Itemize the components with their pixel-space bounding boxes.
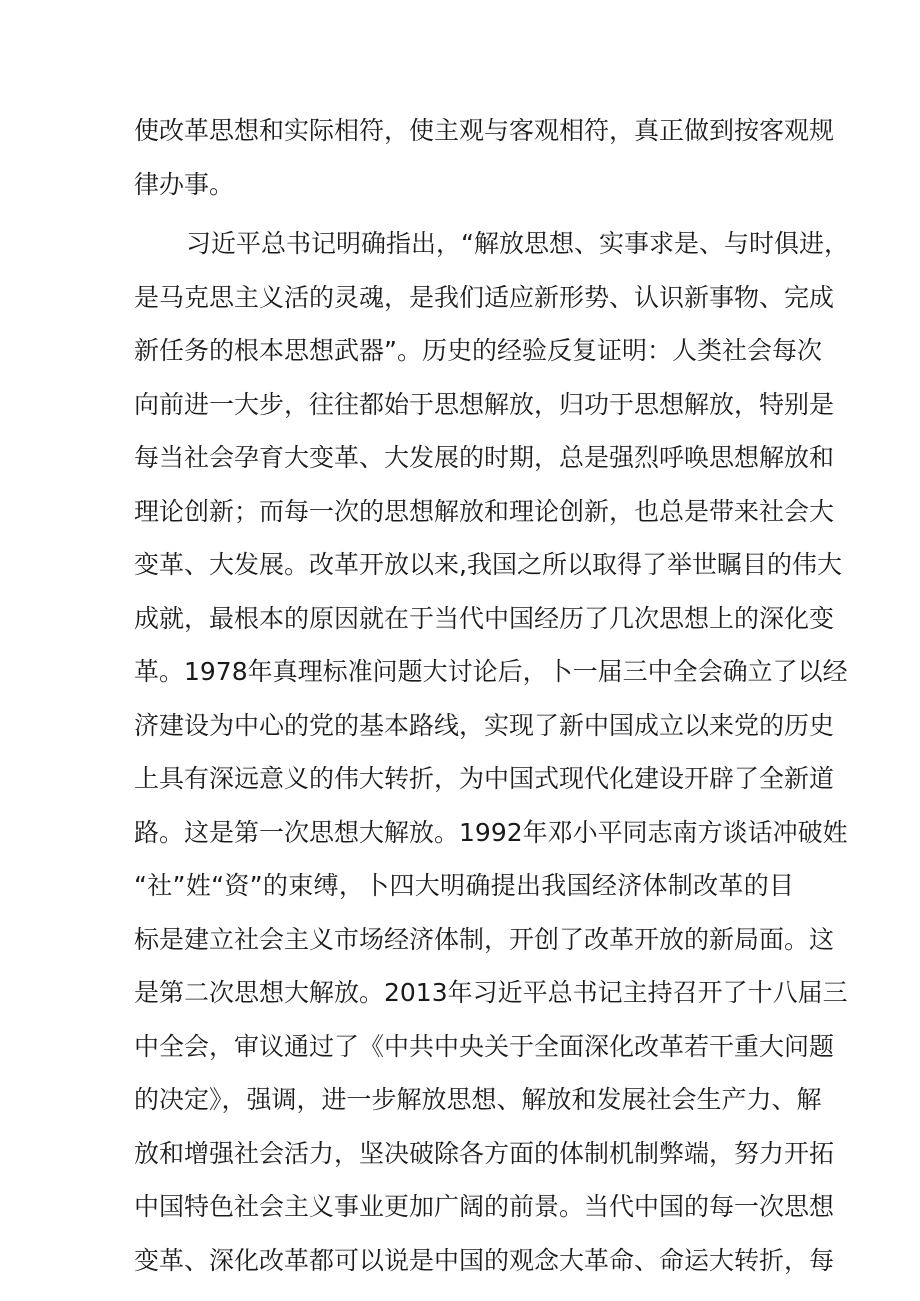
text-line: 是第二次思想大解放。2013年习近平总书记主持召开了十八届三 — [134, 978, 848, 1007]
text-line: 成就，最根本的原因就在于当代中国经历了几次思想上的深化变 — [134, 603, 835, 633]
text-line: 济建设为中心的党的基本路线，实现了新中国成立以来党的历史 — [134, 710, 835, 740]
text-line: 向前进一大步，往往都始于思想解放，归功于思想解放，特别是 — [134, 389, 835, 419]
text-line: 习近平总书记明确指出，“解放思想、实事求是、与时俱进， — [186, 229, 849, 258]
text-line: 新任务的根本思想武器”。历史的经验反复证明：人类社会每次 — [134, 336, 822, 365]
text-line: 使改革思想和实际相符，使主观与客观相符，真正做到按客观规 — [134, 116, 835, 145]
body-text — [134, 104, 849, 1287]
text-line: 是马克思主义活的灵魂，是我们适应新形势、认识新事物、完成 — [134, 282, 835, 312]
text-line: “社”姓“资”的束缚，卜四大明确提出我国经济体制改革的目 — [134, 871, 794, 900]
text-line: 革。1978年真理标准问题大讨论后，卜一届三中全会确立了以经 — [134, 657, 848, 686]
text-line: 的决定》，强调，进一步解放思想、解放和发展社会生产力、解 — [134, 1085, 822, 1114]
text-line: 标是建立社会主义市场经济体制，开创了改革开放的新局面。这 — [134, 924, 835, 954]
text-line: 每当社会孕育大变革、大发展的时期，总是强烈呼唤思想解放和 — [134, 443, 835, 472]
text-line: 路。这是第一次思想大解放。1992年邓小平同志南方谈话冲破姓 — [134, 817, 848, 847]
text-line: 律办事。 — [134, 169, 235, 199]
text-line: 上具有深远意义的伟大转折，为中国式现代化建设开辟了全新道 — [134, 764, 835, 793]
text-line: 中全会，审议通过了《中共中央关于全面深化改革若干重大问题 — [134, 1031, 835, 1061]
text-line: 变革、深化改革都可以说是中国的观念大革命、命运大转折，每 — [134, 1245, 835, 1275]
text-line: 变革、大发展。改革开放以来,我国之所以取得了举世瞩目的伟大 — [134, 550, 842, 579]
text-line: 放和增强社会活力，坚决破除各方面的体制机制弊端，努力开拓 — [134, 1138, 835, 1168]
text-line: 理论创新；而每一次的思想解放和理论创新，也总是带来社会大 — [134, 496, 835, 526]
text-line: 中国特色社会主义事业更加广阔的前景。当代中国的每一次思想 — [134, 1192, 835, 1221]
